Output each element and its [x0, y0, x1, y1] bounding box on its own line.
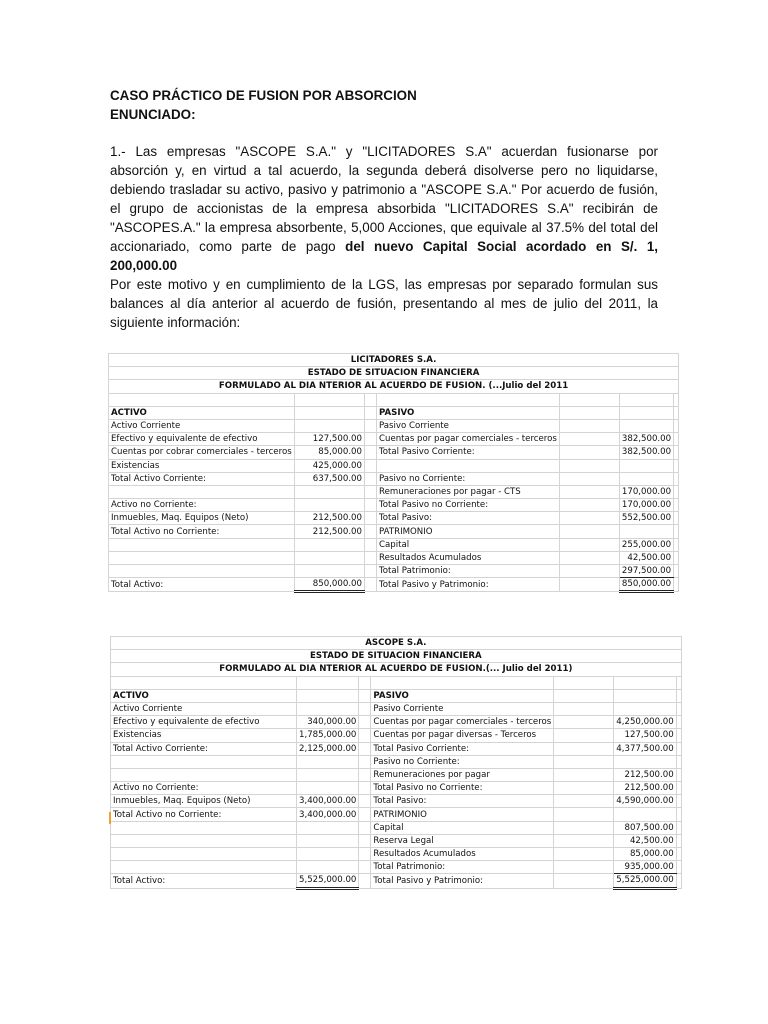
table-row [111, 676, 682, 689]
spacer-cell [676, 716, 681, 729]
paragraph-1 [110, 142, 658, 275]
right-value: 382,500.00 [619, 433, 673, 446]
table-row [109, 433, 679, 446]
left-value: 3,400,000.00 [297, 795, 359, 808]
paragraph-1-text: 1.- Las empresas "ASCOPE S.A." y "LICITADORES S.A" acuerdan fusionarse por absorción y, en virtud a tal acuerdo, la segunda deberá disolverse pero no liquidarse, debiendo trasladar su activo, pasivo y patrimonio a "ASCOPE S.A." Por acuerdo de fusión, el grupo de accionistas de la empresa absorbida "LICITADORES S.A" recibirán de "ASCOPES.A." la empresa absorbente, 5,000 Acciones, que equivale al 37.5% del total del accionariado, como parte de pago [110, 144, 658, 254]
table-row [111, 848, 682, 861]
spacer-cell [365, 525, 377, 538]
table-row [111, 650, 682, 663]
left-label: Total Activo no Corriente: [111, 808, 297, 821]
left-label: Activo Corriente [111, 702, 297, 715]
right-value: 85,000.00 [614, 848, 676, 861]
left-value [295, 565, 365, 578]
right-label: Total Pasivo: [371, 795, 554, 808]
table-row [109, 578, 679, 592]
left-value [295, 499, 365, 512]
spacer-cell [359, 782, 371, 795]
spacer-cell [559, 419, 619, 432]
left-value: 850,000.00 [295, 578, 365, 592]
left-value [297, 782, 359, 795]
spacer-cell [359, 795, 371, 808]
statement-title: ESTADO DE SITUACION FINANCIERA [109, 367, 679, 380]
table-row [111, 768, 682, 781]
left-value [297, 702, 359, 715]
left-label [111, 755, 297, 768]
left-label: Total Activo Corriente: [109, 472, 295, 485]
spacer-cell [559, 525, 619, 538]
right-value [619, 459, 673, 472]
table-row [109, 485, 679, 498]
spacer-cell [359, 755, 371, 768]
spacer-cell [674, 578, 679, 592]
spacer-cell [674, 472, 679, 485]
table-row [111, 689, 682, 702]
left-value [297, 834, 359, 847]
left-label [109, 485, 295, 498]
table-row [109, 419, 679, 432]
right-label: Capital [377, 538, 560, 551]
spacer-cell [554, 848, 614, 861]
table-row [111, 782, 682, 795]
paragraph-2: Por este motivo y en cumplimiento de la LGS, las empresas por separado formulan sus balances al día anterior al acuerdo de fusión, presentando al mes de julio del 2011, la siguiente información: [110, 277, 658, 330]
right-value: 170,000.00 [619, 485, 673, 498]
company-name: LICITADORES S.A. [109, 354, 679, 367]
spacer-cell [674, 485, 679, 498]
spacer-cell [359, 702, 371, 715]
case-text [110, 86, 658, 332]
spacer-cell [359, 848, 371, 861]
statement-title: ESTADO DE SITUACION FINANCIERA [111, 650, 682, 663]
document-title: CASO PRÁCTICO DE FUSION POR ABSORCION [110, 88, 417, 103]
right-value: 4,377,500.00 [614, 742, 676, 755]
licitadores-rows [109, 419, 679, 591]
left-label [111, 848, 297, 861]
right-label: Total Pasivo Corriente: [377, 446, 560, 459]
right-label: Total Pasivo no Corriente: [377, 499, 560, 512]
left-value [295, 551, 365, 564]
spacer-cell [365, 499, 377, 512]
spacer-cell [365, 512, 377, 525]
spacer-cell [554, 755, 614, 768]
right-label [377, 459, 560, 472]
spacer-cell [559, 551, 619, 564]
spacer-cell [674, 446, 679, 459]
table-row [111, 729, 682, 742]
spacer-cell [559, 512, 619, 525]
left-label: Total Activo no Corriente: [109, 525, 295, 538]
right-label: Capital [371, 821, 554, 834]
spacer-cell [674, 499, 679, 512]
spacer-cell [674, 459, 679, 472]
spacer-cell [676, 768, 681, 781]
right-label: Pasivo Corriente [377, 419, 560, 432]
right-value: 5,525,000.00 [614, 874, 676, 888]
cell-cursor-mark [109, 812, 111, 824]
left-label: Total Activo Corriente: [111, 742, 297, 755]
left-label: Activo no Corriente: [109, 499, 295, 512]
left-value [297, 768, 359, 781]
table-row [109, 538, 679, 551]
spacer-cell [676, 782, 681, 795]
right-value: 935,000.00 [614, 861, 676, 874]
company-name: ASCOPE S.A. [111, 637, 682, 650]
right-label: Total Pasivo y Patrimonio: [371, 874, 554, 888]
right-label: PATRIMONIO [377, 525, 560, 538]
spacer-cell [559, 446, 619, 459]
spacer-cell [554, 768, 614, 781]
table-row [111, 702, 682, 715]
spacer-cell [359, 874, 371, 888]
right-value [614, 755, 676, 768]
spacer-cell [676, 795, 681, 808]
left-label [109, 565, 295, 578]
spacer-cell [365, 433, 377, 446]
spacer-cell [365, 551, 377, 564]
right-label: Pasivo no Corriente: [377, 472, 560, 485]
right-value [619, 525, 673, 538]
table-row [109, 406, 679, 419]
left-label: Inmuebles, Maq. Equipos (Neto) [111, 795, 297, 808]
table-row [109, 525, 679, 538]
right-label: Total Pasivo no Corriente: [371, 782, 554, 795]
spacer-cell [674, 525, 679, 538]
spacer-cell [365, 538, 377, 551]
table-row [109, 446, 679, 459]
spacer-cell [554, 729, 614, 742]
left-label: Activo no Corriente: [111, 782, 297, 795]
left-value: 425,000.00 [295, 459, 365, 472]
paragraph-1-bold: del nuevo Capital Social acordado en S/. 1, 200,000.00 [110, 239, 658, 273]
table-row [111, 874, 682, 888]
ascope-rows [111, 702, 682, 888]
spacer-cell [676, 729, 681, 742]
spacer-cell [554, 834, 614, 847]
pasivo-header: PASIVO [377, 406, 560, 419]
right-label: Pasivo no Corriente: [371, 755, 554, 768]
left-label: Efectivo y equivalente de efectivo [109, 433, 295, 446]
right-value: 42,500.00 [614, 834, 676, 847]
table-row [109, 551, 679, 564]
table-row [111, 795, 682, 808]
spacer-cell [674, 433, 679, 446]
spacer-cell [359, 808, 371, 821]
spacer-cell [554, 702, 614, 715]
spacer-cell [365, 459, 377, 472]
right-value: 850,000.00 [619, 578, 673, 592]
spacer-cell [674, 512, 679, 525]
spacer-cell [365, 472, 377, 485]
left-label: Total Activo: [111, 874, 297, 888]
left-label: Efectivo y equivalente de efectivo [111, 716, 297, 729]
left-value [295, 485, 365, 498]
table-row [111, 637, 682, 650]
left-label: Existencias [111, 729, 297, 742]
right-value: 4,590,000.00 [614, 795, 676, 808]
right-value: 552,500.00 [619, 512, 673, 525]
right-value [619, 419, 673, 432]
right-label: Cuentas por pagar comerciales - terceros [377, 433, 560, 446]
spacer-cell [554, 795, 614, 808]
right-label: Remuneraciones por pagar - CTS [377, 485, 560, 498]
spacer-cell [365, 485, 377, 498]
spacer-cell [674, 551, 679, 564]
left-label: Existencias [109, 459, 295, 472]
spacer-cell [554, 742, 614, 755]
pasivo-header: PASIVO [371, 689, 554, 702]
spacer-cell [674, 419, 679, 432]
spacer-cell [559, 485, 619, 498]
spacer-cell [676, 821, 681, 834]
spacer-cell [359, 716, 371, 729]
spacer-cell [365, 446, 377, 459]
right-label: PATRIMONIO [371, 808, 554, 821]
ascope-balance-table [110, 636, 682, 890]
document-subtitle: ENUNCIADO: [110, 107, 196, 122]
table-row [111, 861, 682, 874]
spacer-cell [554, 861, 614, 874]
left-value: 85,000.00 [295, 446, 365, 459]
spacer-cell [559, 472, 619, 485]
spacer-cell [559, 459, 619, 472]
left-label [109, 538, 295, 551]
right-label: Remuneraciones por pagar [371, 768, 554, 781]
statement-subtitle: FORMULADO AL DIA NTERIOR AL ACUERDO DE FUSION. (...Julio del 2011 [109, 380, 679, 393]
left-value: 637,500.00 [295, 472, 365, 485]
spacer-cell [676, 874, 681, 888]
spacer-cell [365, 419, 377, 432]
left-value [297, 755, 359, 768]
table-row [111, 742, 682, 755]
spacer-cell [554, 874, 614, 888]
spacer-cell [559, 578, 619, 592]
left-label: Inmuebles, Maq. Equipos (Neto) [109, 512, 295, 525]
left-label [111, 821, 297, 834]
right-label: Pasivo Corriente [371, 702, 554, 715]
left-label: Cuentas por cobrar comerciales - terceros [109, 446, 295, 459]
right-value: 212,500.00 [614, 782, 676, 795]
right-label: Resultados Acumulados [371, 848, 554, 861]
right-value [614, 702, 676, 715]
right-label: Reserva Legal [371, 834, 554, 847]
left-value: 212,500.00 [295, 525, 365, 538]
spacer-cell [365, 565, 377, 578]
table-row [111, 755, 682, 768]
table-row [111, 663, 682, 676]
left-label [111, 861, 297, 874]
spacer-cell [676, 742, 681, 755]
right-value: 127,500.00 [614, 729, 676, 742]
left-value: 2,125,000.00 [297, 742, 359, 755]
right-label: Total Patrimonio: [377, 565, 560, 578]
right-value: 297,500.00 [619, 565, 673, 578]
spacer-cell [676, 834, 681, 847]
table-row [109, 499, 679, 512]
spacer-cell [359, 742, 371, 755]
right-value: 4,250,000.00 [614, 716, 676, 729]
left-value [297, 848, 359, 861]
spacer-cell [554, 782, 614, 795]
left-label: Activo Corriente [109, 419, 295, 432]
spacer-cell [559, 433, 619, 446]
table-row [109, 512, 679, 525]
left-value: 212,500.00 [295, 512, 365, 525]
left-label: Total Activo: [109, 578, 295, 592]
left-value: 127,500.00 [295, 433, 365, 446]
left-value [297, 861, 359, 874]
spacer-cell [674, 538, 679, 551]
right-label: Total Patrimonio: [371, 861, 554, 874]
left-label [109, 551, 295, 564]
table-row [109, 565, 679, 578]
table-row [109, 393, 679, 406]
right-value: 170,000.00 [619, 499, 673, 512]
left-value: 1,785,000.00 [297, 729, 359, 742]
left-value: 5,525,000.00 [297, 874, 359, 888]
left-value: 3,400,000.00 [297, 808, 359, 821]
spacer-cell [359, 821, 371, 834]
statement-subtitle: FORMULADO AL DIA NTERIOR AL ACUERDO DE FUSION.(... Julio del 2011) [111, 663, 682, 676]
spacer-cell [676, 755, 681, 768]
right-value: 42,500.00 [619, 551, 673, 564]
right-value: 212,500.00 [614, 768, 676, 781]
spacer-cell [676, 702, 681, 715]
right-label: Resultados Acumulados [377, 551, 560, 564]
spacer-cell [359, 768, 371, 781]
spacer-cell [674, 565, 679, 578]
spacer-cell [554, 821, 614, 834]
spacer-cell [559, 565, 619, 578]
table-row [111, 808, 682, 821]
spacer-cell [359, 834, 371, 847]
left-value [295, 538, 365, 551]
activo-header: ACTIVO [109, 406, 295, 419]
spacer-cell [559, 499, 619, 512]
table-row [109, 367, 679, 380]
spacer-cell [359, 729, 371, 742]
right-label: Total Pasivo Corriente: [371, 742, 554, 755]
licitadores-balance-table [108, 353, 679, 593]
activo-header: ACTIVO [111, 689, 297, 702]
table-row [109, 459, 679, 472]
right-value [619, 472, 673, 485]
right-value: 255,000.00 [619, 538, 673, 551]
right-label: Cuentas por pagar diversas - Terceros [371, 729, 554, 742]
table-row [111, 834, 682, 847]
spacer-cell [676, 861, 681, 874]
spacer-cell [554, 808, 614, 821]
spacer-cell [559, 538, 619, 551]
table-row [109, 380, 679, 393]
table-row [111, 821, 682, 834]
table-row [109, 354, 679, 367]
left-value [297, 821, 359, 834]
spacer-cell [676, 808, 681, 821]
table-row [109, 472, 679, 485]
spacer-cell [676, 848, 681, 861]
right-value: 807,500.00 [614, 821, 676, 834]
left-label [111, 768, 297, 781]
right-label: Total Pasivo: [377, 512, 560, 525]
left-value: 340,000.00 [297, 716, 359, 729]
spacer-cell [554, 716, 614, 729]
right-value [614, 808, 676, 821]
right-label: Total Pasivo y Patrimonio: [377, 578, 560, 592]
left-value [295, 419, 365, 432]
table-row [111, 716, 682, 729]
left-label [111, 834, 297, 847]
spacer-cell [359, 861, 371, 874]
right-value: 382,500.00 [619, 446, 673, 459]
right-label: Cuentas por pagar comerciales - terceros [371, 716, 554, 729]
spacer-cell [365, 578, 377, 592]
